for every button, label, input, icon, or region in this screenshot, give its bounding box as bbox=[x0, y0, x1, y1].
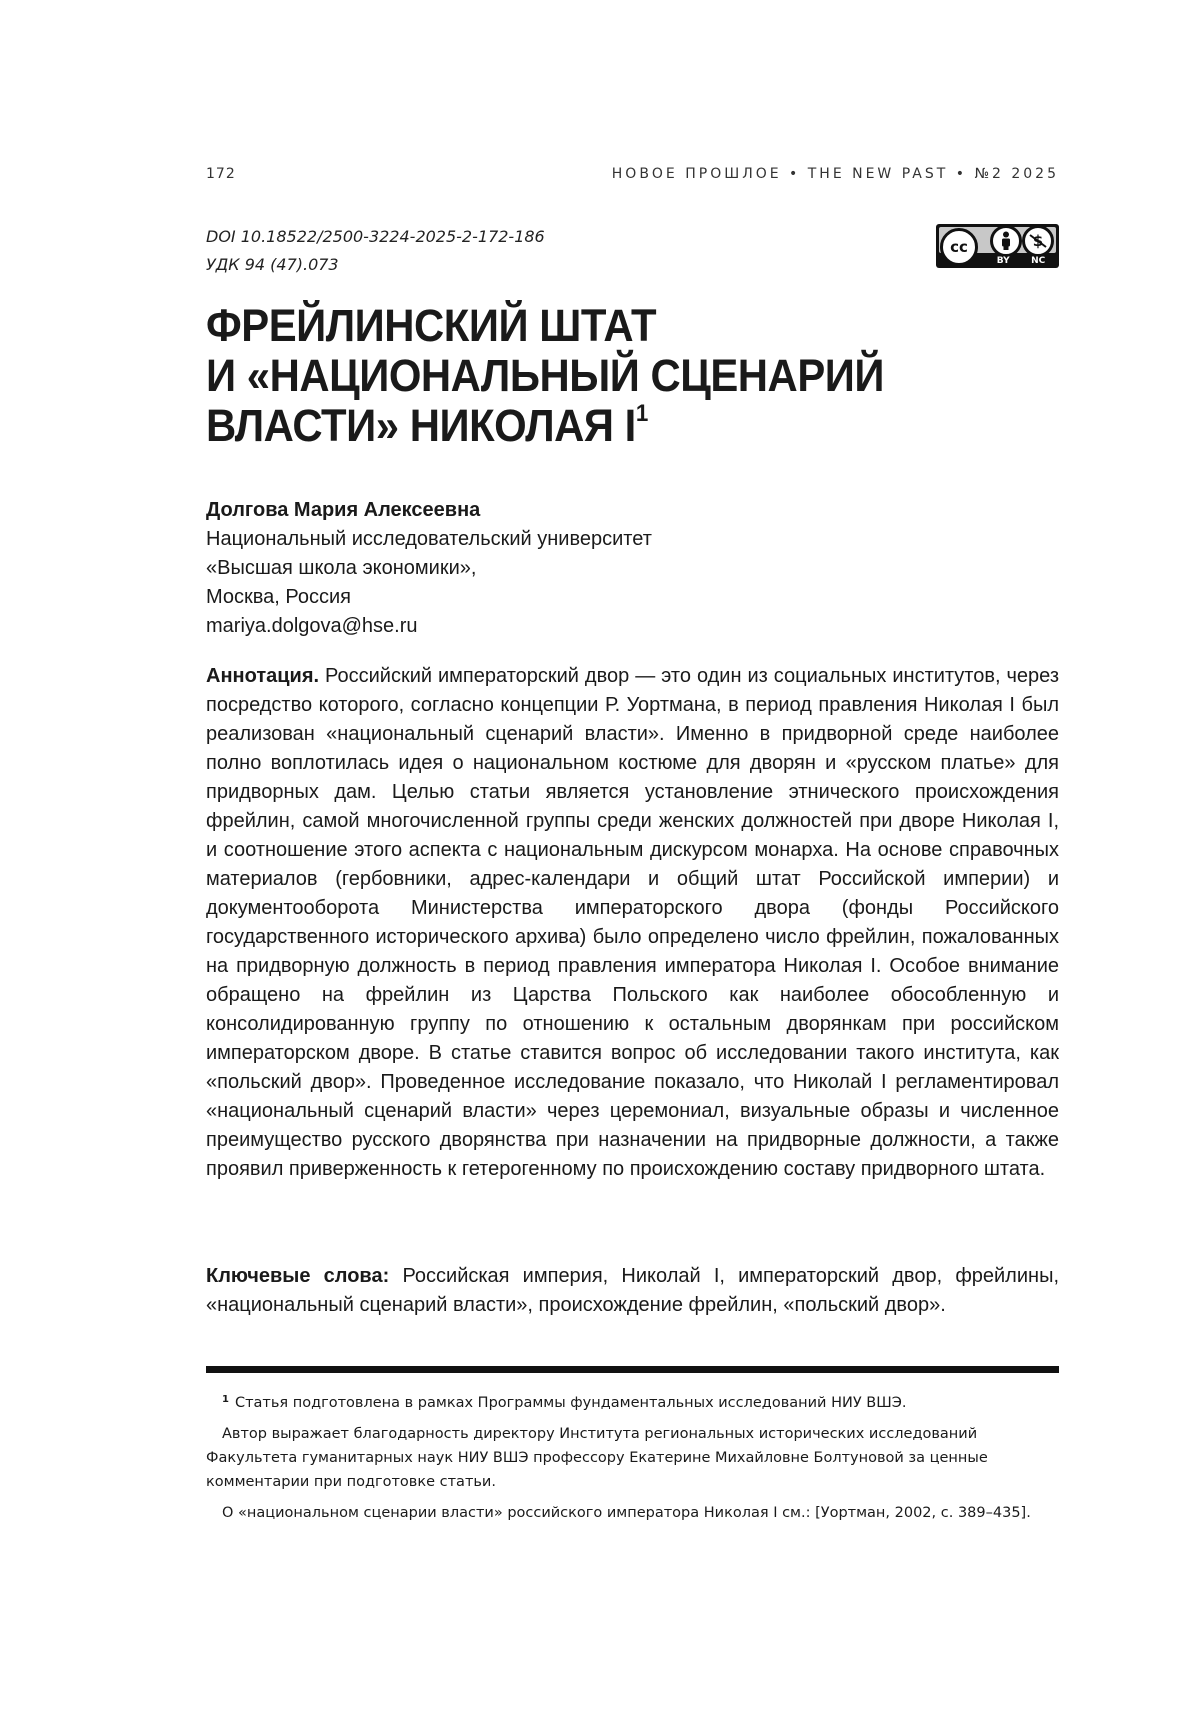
cc-icon: cc bbox=[940, 228, 978, 266]
article-title bbox=[206, 301, 999, 451]
keywords-label: Ключевые слова: bbox=[206, 1265, 389, 1287]
keywords-text: Российская империя, Николай I, императорский двор, фрейлины, «национальный сценарий власти», происхождение фрейлин, «польский двор». bbox=[206, 1265, 1059, 1316]
footnote-divider bbox=[206, 1366, 1059, 1373]
affiliation-line-1: Национальный исследовательский университет bbox=[206, 525, 652, 554]
title-line-2: И «НАЦИОНАЛЬНЫЙ СЦЕНАРИЙ bbox=[206, 351, 999, 401]
footnote-1 bbox=[206, 1388, 1059, 1415]
author-name: Долгова Мария Алексеевна bbox=[206, 496, 652, 525]
person-icon bbox=[990, 225, 1022, 257]
udk: УДК 94 (47).073 bbox=[206, 251, 545, 279]
cc-by-nc-icon[interactable] bbox=[936, 224, 1059, 268]
non-commercial-icon bbox=[1022, 225, 1054, 257]
doi[interactable]: DOI 10.18522/2500-3224-2025-2-172-186 bbox=[206, 223, 545, 251]
footnote-2: Автор выражает благодарность директору Института региональных исторических исследований Факультета гуманитарных наук НИУ ВШЭ профессору Екатерине Михайловне Болтуновой за ценные комментарии при подготовке статьи. bbox=[206, 1422, 1059, 1494]
license-labels bbox=[986, 256, 1056, 266]
author-email[interactable]: mariya.dolgova@hse.ru bbox=[206, 612, 652, 641]
footnote-3: О «национальном сценарии власти» российского императора Николая I см.: [Уортман, 2002, с. 389–435]. bbox=[206, 1501, 1059, 1525]
title-line-3-text: ВЛАСТИ» НИКОЛАЯ I bbox=[206, 400, 636, 451]
nc-label: NC bbox=[1031, 256, 1045, 266]
affiliation-line-2: «Высшая школа экономики», bbox=[206, 554, 652, 583]
abstract bbox=[206, 662, 1059, 1184]
page-number: 172 bbox=[206, 166, 236, 182]
title-footnote-mark[interactable]: 1 bbox=[636, 400, 648, 427]
author-block bbox=[206, 496, 652, 641]
footnotes bbox=[206, 1388, 1059, 1532]
journal-title: НОВОЕ ПРОШЛОЕ • THE NEW PAST • №2 2025 bbox=[612, 166, 1059, 182]
footnote-1-text: Статья подготовлена в рамках Программы фундаментальных исследований НИУ ВШЭ. bbox=[235, 1395, 907, 1411]
title-line-1: ФРЕЙЛИНСКИЙ ШТАТ bbox=[206, 301, 999, 351]
running-header bbox=[206, 166, 1059, 188]
abstract-text: Российский императорский двор — это один из социальных институтов, через посредство которого, согласно концепции Р. Уортмана, в период правления Николая I был реализован «национальный сценарий власти». Именно в придворной среде наиболее полно воплотилась идея о национальном костюме для дворян и «русском платье» для придворных дам. Целью статьи является установление этнического происхождения фрейлин, самой многочисленной группы среди женских должностей при дворе Николая I, и соотношение этого аспекта с национальным дискурсом монарха. На основе справочных материалов (гербовники, адрес-календари и общий штат Российской империи) и документооборота Министерства императорского двора (фонды Российского государственного исторического архива) было определено число фрейлин, пожалованных на придворную должность в период правления императора Николая I. Особое внимание обращено на фрейлин из Царства Польского как наиболее обособленную и консолидированную группу по отношению к остальным дворянкам при российском императорском дворе. В статье ставится вопрос об исследовании такого института, как «польский двор». Проведенное исследование показало, что Николай I регламентировал «национальный сценарий власти» через церемониал, визуальные образы и численное преимущество русского дворянства при назначении на придворные должности, а также проявил приверженность к гетерогенному по происхождению составу придворного штата. bbox=[206, 665, 1059, 1180]
by-label: BY bbox=[997, 256, 1010, 266]
title-line-3 bbox=[206, 401, 999, 451]
author-city: Москва, Россия bbox=[206, 583, 652, 612]
article-identifiers bbox=[206, 223, 545, 279]
abstract-label: Аннотация. bbox=[206, 665, 319, 687]
footnote-mark: 1 bbox=[222, 1394, 229, 1405]
keywords bbox=[206, 1262, 1059, 1320]
